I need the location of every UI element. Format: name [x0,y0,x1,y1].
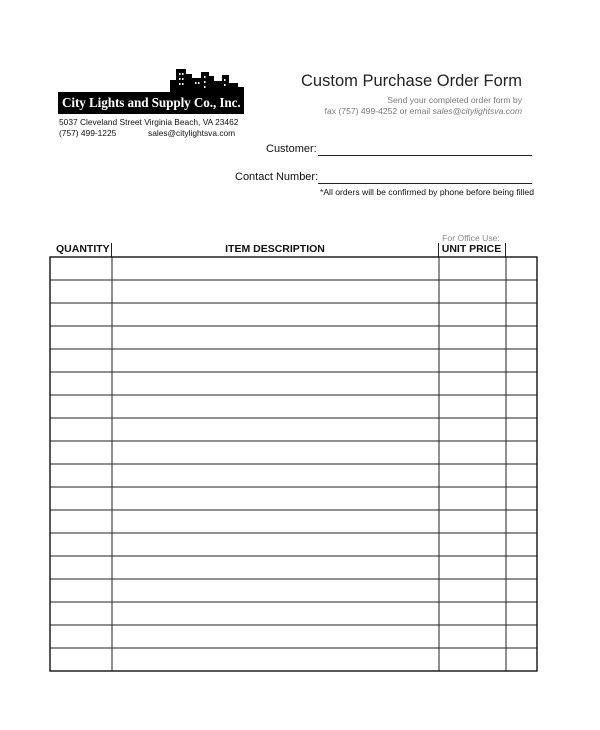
table-row[interactable] [50,257,537,280]
office-use-label: For Office Use: [442,233,500,243]
confirmation-note: *All orders will be confirmed by phone before being filled [319,187,534,197]
unit-price-cell[interactable] [439,326,506,349]
unit-price-cell[interactable] [439,602,506,625]
total-cell[interactable] [506,257,537,280]
company-phone: (757) 499-1225 [59,128,117,138]
table-row[interactable] [50,579,537,602]
table-row[interactable] [50,487,537,510]
customer-field[interactable] [318,155,532,156]
company-logo [58,66,248,116]
quantity-cell[interactable] [50,257,112,280]
fax-email-line [325,106,522,116]
total-cell[interactable] [506,395,537,418]
description-cell[interactable] [112,280,439,303]
unit-price-cell[interactable] [439,648,506,671]
quantity-cell[interactable] [50,602,112,625]
total-cell[interactable] [506,418,537,441]
quantity-cell[interactable] [50,418,112,441]
fax-email: sales@citylightsva.com [432,106,522,116]
description-cell[interactable] [112,395,439,418]
total-cell[interactable] [506,579,537,602]
description-cell[interactable] [112,579,439,602]
quantity-cell[interactable] [50,464,112,487]
description-cell[interactable] [112,349,439,372]
total-cell[interactable] [506,441,537,464]
description-cell[interactable] [112,441,439,464]
unit-price-cell[interactable] [439,464,506,487]
total-cell[interactable] [506,349,537,372]
order-items-table [49,256,538,672]
total-cell[interactable] [506,280,537,303]
table-row[interactable] [50,372,537,395]
description-cell[interactable] [112,257,439,280]
table-row[interactable] [50,349,537,372]
unit-price-cell[interactable] [439,418,506,441]
unit-price-cell[interactable] [439,372,506,395]
unit-price-cell[interactable] [439,303,506,326]
table-row[interactable] [50,533,537,556]
order-grid [49,256,538,672]
table-row[interactable] [50,556,537,579]
company-address: 5037 Cleveland Street Virginia Beach, VA 23462 [59,117,239,127]
unit-price-cell[interactable] [439,395,506,418]
quantity-cell[interactable] [50,349,112,372]
form-title: Custom Purchase Order Form [301,72,522,90]
table-row[interactable] [50,464,537,487]
quantity-cell[interactable] [50,326,112,349]
description-cell[interactable] [112,625,439,648]
total-cell[interactable] [506,464,537,487]
unit-price-cell[interactable] [439,349,506,372]
quantity-cell[interactable] [50,487,112,510]
table-row[interactable] [50,418,537,441]
quantity-cell[interactable] [50,625,112,648]
table-row[interactable] [50,441,537,464]
description-cell[interactable] [112,326,439,349]
table-row[interactable] [50,326,537,349]
description-cell[interactable] [112,372,439,395]
quantity-cell[interactable] [50,579,112,602]
description-cell[interactable] [112,510,439,533]
quantity-cell[interactable] [50,510,112,533]
table-row[interactable] [50,303,537,326]
table-row[interactable] [50,648,537,671]
quantity-cell[interactable] [50,533,112,556]
customer-label: Customer: [266,143,317,155]
fax-text: fax (757) 499-4252 or email [324,106,431,116]
quantity-cell[interactable] [50,556,112,579]
item-description-header: ITEM DESCRIPTION [225,243,325,255]
company-name: City Lights and Supply Co., Inc. [62,95,241,110]
table-row[interactable] [50,625,537,648]
total-cell[interactable] [506,303,537,326]
unit-price-cell[interactable] [439,280,506,303]
quantity-cell[interactable] [50,280,112,303]
total-cell[interactable] [506,533,537,556]
total-cell[interactable] [506,625,537,648]
description-cell[interactable] [112,533,439,556]
quantity-cell[interactable] [50,648,112,671]
unit-price-cell[interactable] [439,579,506,602]
send-instructions: Send your completed order form by [387,95,522,105]
table-row[interactable] [50,602,537,625]
description-cell[interactable] [112,602,439,625]
total-cell[interactable] [506,487,537,510]
description-cell[interactable] [112,648,439,671]
header-divider [505,243,506,257]
total-cell[interactable] [506,510,537,533]
table-row[interactable] [50,510,537,533]
description-cell[interactable] [112,487,439,510]
unit-price-cell[interactable] [439,625,506,648]
description-cell[interactable] [112,303,439,326]
quantity-cell[interactable] [50,441,112,464]
description-cell[interactable] [112,418,439,441]
quantity-cell[interactable] [50,372,112,395]
unit-price-header: UNIT PRICE [441,243,502,255]
contact-number-label: Contact Number: [235,171,319,183]
table-row[interactable] [50,280,537,303]
unit-price-cell[interactable] [439,487,506,510]
contact-number-field[interactable] [318,183,532,184]
quantity-header: QUANTITY [56,243,110,255]
total-cell[interactable] [506,372,537,395]
company-email: sales@citylightsva.com [148,128,236,138]
total-cell[interactable] [506,556,537,579]
unit-price-cell[interactable] [439,257,506,280]
quantity-cell[interactable] [50,303,112,326]
table-row[interactable] [50,395,537,418]
unit-price-cell[interactable] [439,556,506,579]
total-cell[interactable] [506,326,537,349]
quantity-cell[interactable] [50,395,112,418]
unit-price-cell[interactable] [439,510,506,533]
total-cell[interactable] [506,602,537,625]
total-cell[interactable] [506,648,537,671]
description-cell[interactable] [112,556,439,579]
unit-price-cell[interactable] [439,533,506,556]
unit-price-cell[interactable] [439,441,506,464]
description-cell[interactable] [112,464,439,487]
